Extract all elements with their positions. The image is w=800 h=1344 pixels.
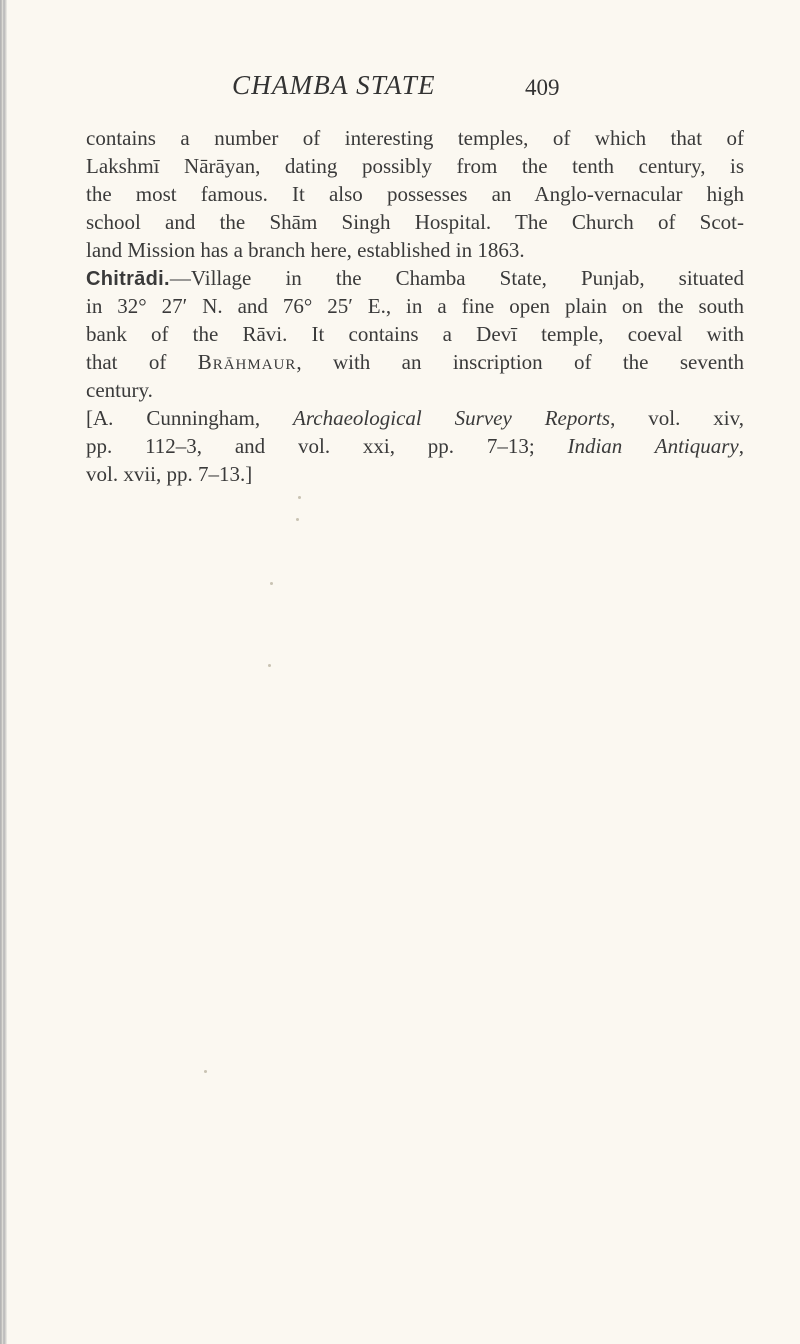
text-segment: pp. 112–3, and vol. xxi, pp. 7–13; <box>86 434 568 458</box>
body-text-line: school and the Shām Singh Hospital. The Church of Scot- <box>86 210 744 234</box>
italic-title: Archaeological Survey Reports <box>293 406 611 430</box>
italic-title: Indian Antiquary <box>567 434 739 458</box>
body-text-line: Lakshmī Nārāyan, dating possibly from the tenth century, is <box>86 154 744 178</box>
body-text-line <box>86 349 744 375</box>
body-text-line: bank of the Rāvi. It contains a Devī temple, coeval with <box>86 322 744 346</box>
text-segment: , <box>738 434 744 458</box>
entry-term: Chitrādi. <box>86 268 170 290</box>
paper-speck <box>204 1070 207 1073</box>
body-text-line: century. <box>86 378 153 402</box>
body-text-line: contains a number of interesting temples, of which that of <box>86 126 744 150</box>
page-left-edge <box>0 0 7 1344</box>
paper-speck <box>296 518 299 521</box>
reference-line <box>86 405 744 431</box>
paper-speck <box>298 496 301 499</box>
text-segment: , with an inscription of the seventh <box>296 350 744 374</box>
reference-line: vol. xvii, pp. 7–13.] <box>86 462 253 486</box>
place-name-smallcaps: Brāhmaur <box>197 350 297 374</box>
running-head: CHAMBA STATE <box>232 70 436 100</box>
paper-speck <box>268 664 271 667</box>
body-text-line: the most famous. It also possesses an Anglo-vernacular high <box>86 182 744 206</box>
text-segment: that of <box>86 350 198 374</box>
entry-text: —Village in the Chamba State, Punjab, situated <box>169 266 744 290</box>
text-segment: , vol. xiv, <box>610 406 744 430</box>
body-text-line: land Mission has a branch here, established in 1863. <box>86 238 525 262</box>
text-segment: [A. Cunningham, <box>86 406 294 430</box>
page-number: 409 <box>525 75 560 100</box>
body-text-line: in 32° 27′ N. and 76° 25′ E., in a fine open plain on the south <box>86 294 744 318</box>
paper-speck <box>270 582 273 585</box>
reference-line <box>86 433 744 459</box>
entry-heading-line <box>86 265 744 291</box>
